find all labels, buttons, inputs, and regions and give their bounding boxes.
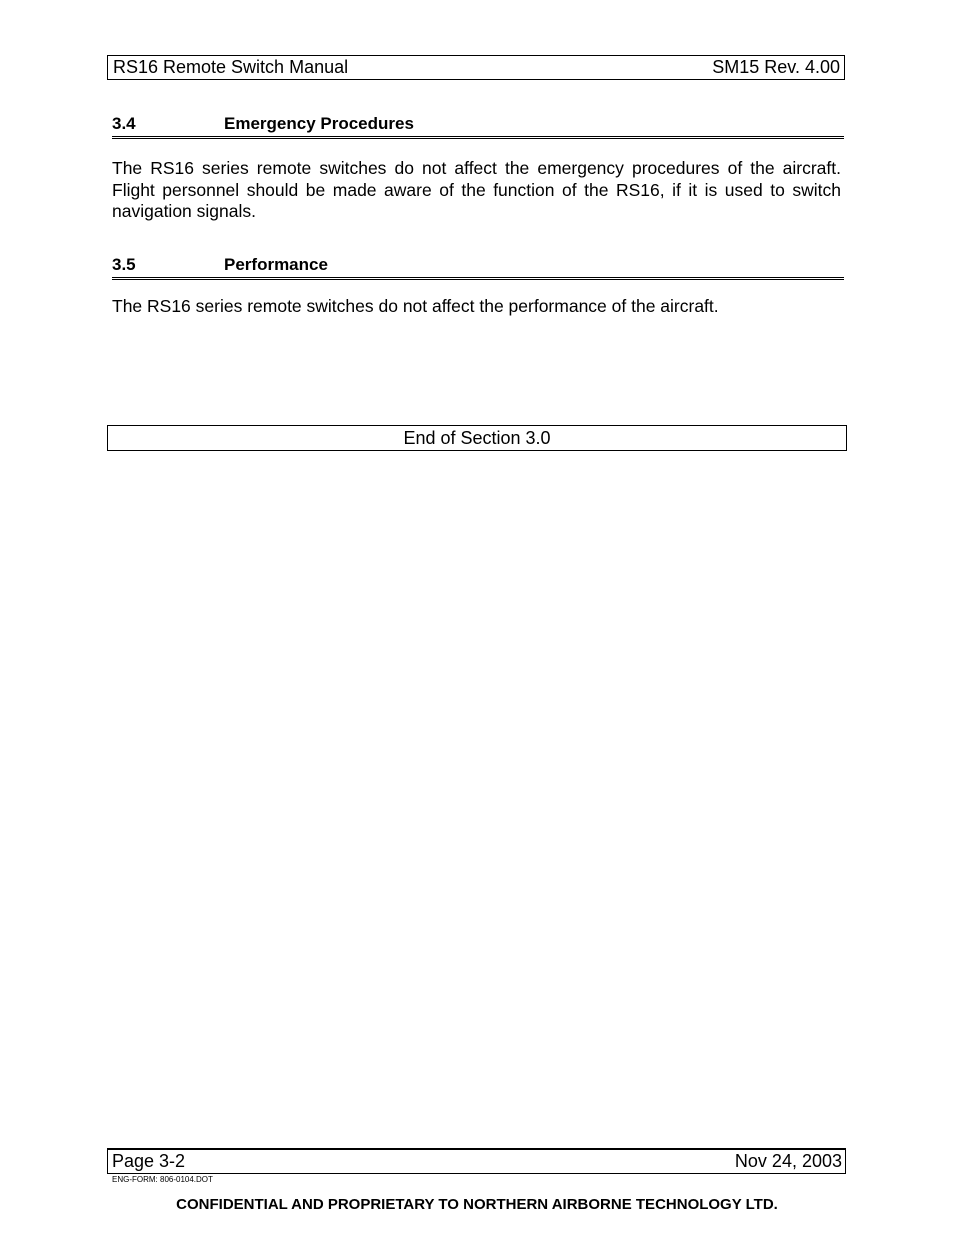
document-date: Nov 24, 2003: [734, 1151, 842, 1171]
section-title: Emergency Procedures: [224, 114, 414, 133]
page-header: [107, 55, 845, 80]
confidential-notice: CONFIDENTIAL AND PROPRIETARY TO NORTHERN AIRBORNE TECHNOLOGY LTD.: [176, 1196, 778, 1213]
document-title: RS16 Remote Switch Manual: [113, 57, 349, 77]
page-number: Page 3-2: [112, 1151, 186, 1171]
section-body-3-4: The RS16 series remote switches do not affect the emergency procedures of the aircraft. Flight personnel should be made aware of the function of the RS16, if it is used to switch navigation signals.: [112, 158, 841, 221]
section-number: 3.4: [112, 114, 136, 133]
form-code: ENG-FORM: 806-0104.DOT: [112, 1175, 213, 1184]
section-title: Performance: [224, 255, 328, 274]
end-of-section-label: End of Section 3.0: [403, 427, 551, 448]
end-of-section-box: [107, 425, 847, 451]
page-footer: [107, 1148, 846, 1174]
section-number: 3.5: [112, 255, 136, 274]
section-heading-3-5: [112, 255, 844, 280]
section-body-3-5: The RS16 series remote switches do not affect the performance of the aircraft.: [112, 296, 719, 316]
section-heading-3-4: [112, 114, 844, 139]
document-revision: SM15 Rev. 4.00: [712, 57, 840, 77]
